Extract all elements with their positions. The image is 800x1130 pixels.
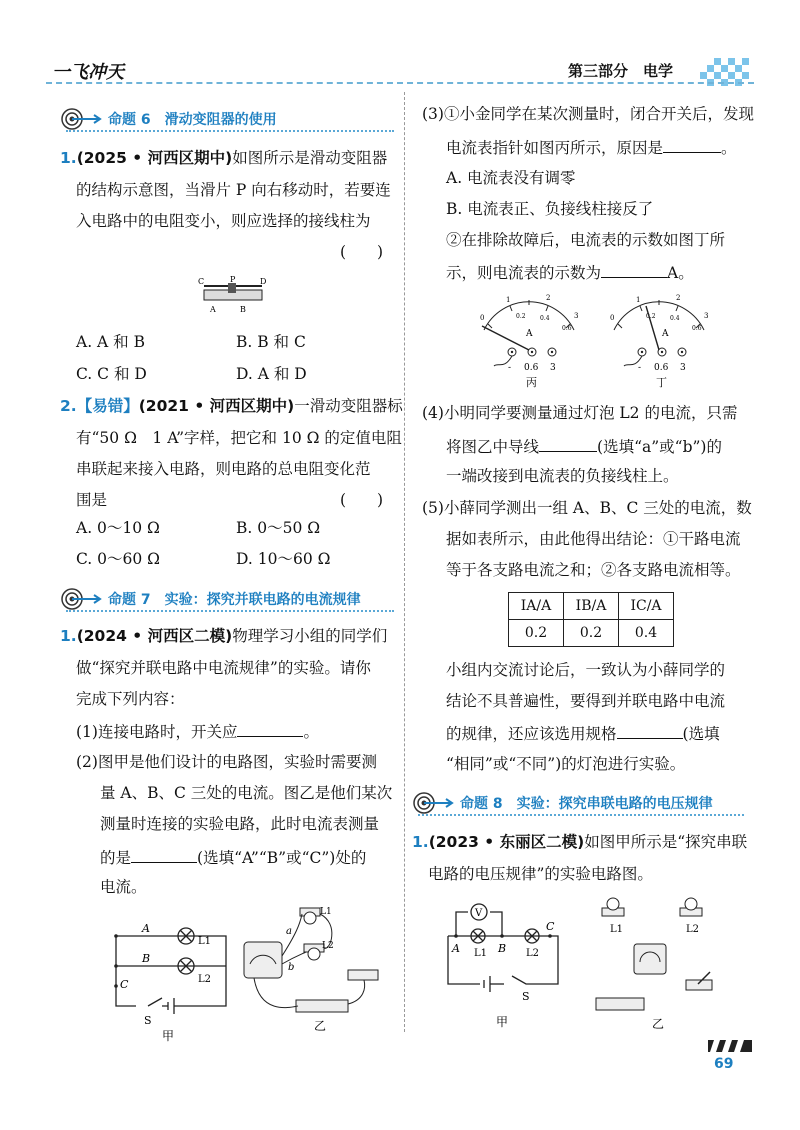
header-divider xyxy=(46,82,754,84)
scale-3: 3 xyxy=(574,312,579,320)
option-c: C. 0～60 Ω xyxy=(76,550,161,568)
answer-blank[interactable] xyxy=(617,722,683,739)
label-l2: L2 xyxy=(322,941,334,951)
part-3-line-2: 电流表指针如图丙所示，原因是 。 xyxy=(446,136,737,158)
rheostat-label-d: D xyxy=(260,277,267,286)
question-1-line-1: 1.(2025 • 河西区期中)如图所示是滑动变阻器 xyxy=(60,149,388,167)
target-icon xyxy=(60,588,102,610)
header-brand: 一飞冲天 xyxy=(52,62,124,83)
lab-setup-yi xyxy=(240,904,385,1034)
answer-bracket: ( ) xyxy=(340,243,384,261)
scale-02: 0.2 xyxy=(516,313,526,320)
term-3: 3 xyxy=(550,363,556,373)
option-d: D. 10～60 Ω xyxy=(236,550,331,568)
label-l1: L1 xyxy=(198,936,212,947)
part-6-line-1: 小组内交流讨论后，一致认为小薛同学的 xyxy=(446,661,726,679)
topic-number: 命题 6 xyxy=(108,112,151,128)
scale-3: 3 xyxy=(704,312,709,320)
ammeter-bing xyxy=(474,290,584,390)
label-s: S xyxy=(144,1014,152,1027)
question-2-line-3: 串联起来接入电路，则电路的总电阻变化范 xyxy=(76,460,371,478)
question-3-part-2-line-3: 测量时连接的实验电路，此时电流表测量 xyxy=(100,815,380,833)
label-l2: L2 xyxy=(526,948,540,959)
option-a: A. 0～10 Ω xyxy=(76,519,160,537)
label-l1: L1 xyxy=(320,907,332,917)
label-b: B xyxy=(142,952,151,965)
label-a: A xyxy=(142,922,150,935)
rheostat-label-a: A xyxy=(210,305,216,314)
label-c: C xyxy=(546,920,555,933)
caption-yi: 乙 xyxy=(314,1019,327,1033)
table-cell: 0.2 xyxy=(509,620,564,647)
part-4-line-2: 将图乙中导线 (选填“a”或“b”)的 xyxy=(446,435,722,457)
series-circuit-jia xyxy=(440,900,570,1030)
rheostat-label-c: C xyxy=(198,277,205,286)
option-b: B. B 和 C xyxy=(236,333,306,351)
part-3-line-4: 示，则电流表的示数为 A。 xyxy=(446,261,694,283)
scale-04: 0.4 xyxy=(670,315,680,322)
scale-02: 0.2 xyxy=(646,313,656,320)
topic-8-heading xyxy=(412,792,727,814)
ammeter-ding xyxy=(604,290,714,390)
table-header-row xyxy=(509,593,674,620)
caption-jia: 甲 xyxy=(496,1015,509,1029)
part-4-line-1: (4)小明同学要测量通过灯泡 L2 的电流，只需 xyxy=(422,404,738,422)
answer-blank[interactable] xyxy=(237,720,303,737)
label-s: S xyxy=(522,990,530,1003)
question-3-part-2-line-2: 量 A、B、C 三处的电流。图乙是他们某次 xyxy=(100,784,393,802)
column-divider xyxy=(404,92,405,1032)
part-5-line-2: 据如表所示，由此他得出结论：①干路电流 xyxy=(446,530,741,548)
part-3-option-b: B. 电流表正、负接线柱接反了 xyxy=(446,200,654,218)
question-3-line-2: 做“探究并联电路中电流规律”的实验。请你 xyxy=(76,659,371,677)
header-section: 第三部分 电学 xyxy=(568,62,674,80)
question-4-line-2: 电路的电压规律”的实验电路图。 xyxy=(428,865,653,883)
voltmeter-label: V xyxy=(475,908,483,919)
scale-0: 0 xyxy=(610,314,615,322)
question-4-line-1: 1.(2023 • 东丽区二模)如图甲所示是“探究串联 xyxy=(412,833,748,851)
label-b: B xyxy=(498,942,507,955)
scale-0: 0 xyxy=(480,314,485,322)
svg-text:A: A xyxy=(526,329,533,339)
table-row xyxy=(509,620,674,647)
scale-1: 1 xyxy=(506,296,511,304)
question-3-line-1: 1.(2024 • 河西区二模)物理学习小组的同学们 xyxy=(60,627,388,645)
caption-jia: 甲 xyxy=(162,1029,175,1042)
wire-label-a: a xyxy=(286,926,292,937)
scale-2: 2 xyxy=(676,294,681,302)
question-1-line-3: 入电路中的电阻变小，则应选择的接线柱为 xyxy=(76,212,371,230)
wire-label-b: b xyxy=(288,962,295,973)
scale-04: 0.4 xyxy=(540,315,550,322)
term-minus: - xyxy=(508,363,512,373)
table-cell: 0.2 xyxy=(564,620,619,647)
answer-bracket: ( ) xyxy=(340,491,384,509)
part-5-line-1: (5)小薛同学测出一组 A、B、C 三处的电流，数 xyxy=(422,499,752,517)
meter-needle xyxy=(482,326,529,350)
topic-6-heading xyxy=(60,108,291,130)
topic-number: 命题 8 xyxy=(460,796,503,812)
option-c: C. C 和 D xyxy=(76,365,147,383)
option-b: B. 0～50 Ω xyxy=(236,519,321,537)
answer-blank[interactable] xyxy=(539,435,597,452)
part-6-line-3: 的规律，还应该选用规格 (选填 xyxy=(446,722,720,744)
rheostat-diagram xyxy=(196,276,270,320)
question-3-line-3: 完成下列内容： xyxy=(76,690,185,708)
page-number-badge xyxy=(708,1040,752,1078)
part-3-line-1: (3)①小金同学在某次测量时，闭合开关后，发现 xyxy=(422,105,754,123)
svg-text:A: A xyxy=(662,329,669,339)
question-3-part-1: (1)连接电路时，开关应 。 xyxy=(76,720,319,742)
topic-underline xyxy=(418,814,744,816)
current-data-table xyxy=(508,592,674,647)
part-4-line-3: 一端改接到电流表的负接线柱上。 xyxy=(446,467,679,485)
part-6-line-4: “相同”或“不同”)的灯泡进行实验。 xyxy=(446,755,686,773)
clapper-icon xyxy=(708,1040,752,1056)
target-icon xyxy=(60,108,102,130)
option-d: D. A 和 D xyxy=(236,365,307,383)
label-l2: L2 xyxy=(198,974,212,985)
scale-06: 0.6 xyxy=(562,325,572,332)
term-3: 3 xyxy=(680,363,686,373)
term-06: 0.6 xyxy=(524,363,539,373)
table-header: IB/A xyxy=(564,593,619,620)
question-3-part-2-line-5: 电流。 xyxy=(100,878,147,896)
question-3-part-2-line-1: (2)图甲是他们设计的电路图，实验时需要测 xyxy=(76,753,377,771)
topic-title: 滑动变阻器的使用 xyxy=(164,112,277,128)
topic-title: 实验：探究串联电路的电压规律 xyxy=(516,796,713,812)
answer-blank[interactable] xyxy=(663,136,721,153)
topic-7-heading xyxy=(60,588,375,610)
series-lab-yi xyxy=(586,894,726,1034)
answer-blank[interactable] xyxy=(131,846,197,863)
label-c: C xyxy=(120,978,129,991)
part-5-line-3: 等于各支路电流之和；②各支路电流相等。 xyxy=(446,561,741,579)
label-a: A xyxy=(452,942,460,955)
topic-underline xyxy=(66,130,394,132)
part-6-line-2: 结论不具普遍性，要得到并联电路中电流 xyxy=(446,692,726,710)
scale-1: 1 xyxy=(636,296,641,304)
circuit-diagram-jia xyxy=(106,912,236,1042)
question-2-line-2: 有“50 Ω 1 A”字样，把它和 10 Ω 的定值电阻 xyxy=(76,429,402,447)
label-l1: L1 xyxy=(474,948,488,959)
table-header: IA/A xyxy=(509,593,564,620)
table-cell: 0.4 xyxy=(619,620,674,647)
topic-title: 实验：探究并联电路的电流规律 xyxy=(164,592,361,608)
answer-blank[interactable] xyxy=(601,261,667,278)
question-1-line-2: 的结构示意图，当滑片 P 向右移动时，若要连 xyxy=(76,181,391,199)
page-number: 69 xyxy=(714,1056,734,1072)
label-l2: L2 xyxy=(686,924,700,935)
caption-yi: 乙 xyxy=(652,1017,665,1031)
caption-bing: 丙 xyxy=(526,376,537,389)
rheostat-label-b: B xyxy=(240,305,246,314)
table-header: IC/A xyxy=(619,593,674,620)
option-a: A. A 和 B xyxy=(76,333,145,351)
question-3-part-2-line-4: 的是 (选填“A”“B”或“C”)处的 xyxy=(100,846,366,868)
topic-underline xyxy=(66,610,394,612)
target-icon xyxy=(412,792,454,814)
caption-ding: 丁 xyxy=(656,376,667,389)
rheostat-label-p: P xyxy=(230,276,236,284)
part-3-line-3: ②在排除故障后，电流表的示数如图丁所 xyxy=(446,231,726,249)
term-minus: - xyxy=(638,363,642,373)
scale-2: 2 xyxy=(546,294,551,302)
topic-number: 命题 7 xyxy=(108,592,151,608)
question-2-line-4: 围是 xyxy=(76,491,108,509)
scale-06: 0.6 xyxy=(692,325,702,332)
question-2-line-1: 2.【易错】(2021 • 河西区期中)一滑动变阻器标 xyxy=(60,397,403,415)
label-l1: L1 xyxy=(610,924,624,935)
part-3-option-a: A. 电流表没有调零 xyxy=(446,169,576,187)
term-06: 0.6 xyxy=(654,363,669,373)
